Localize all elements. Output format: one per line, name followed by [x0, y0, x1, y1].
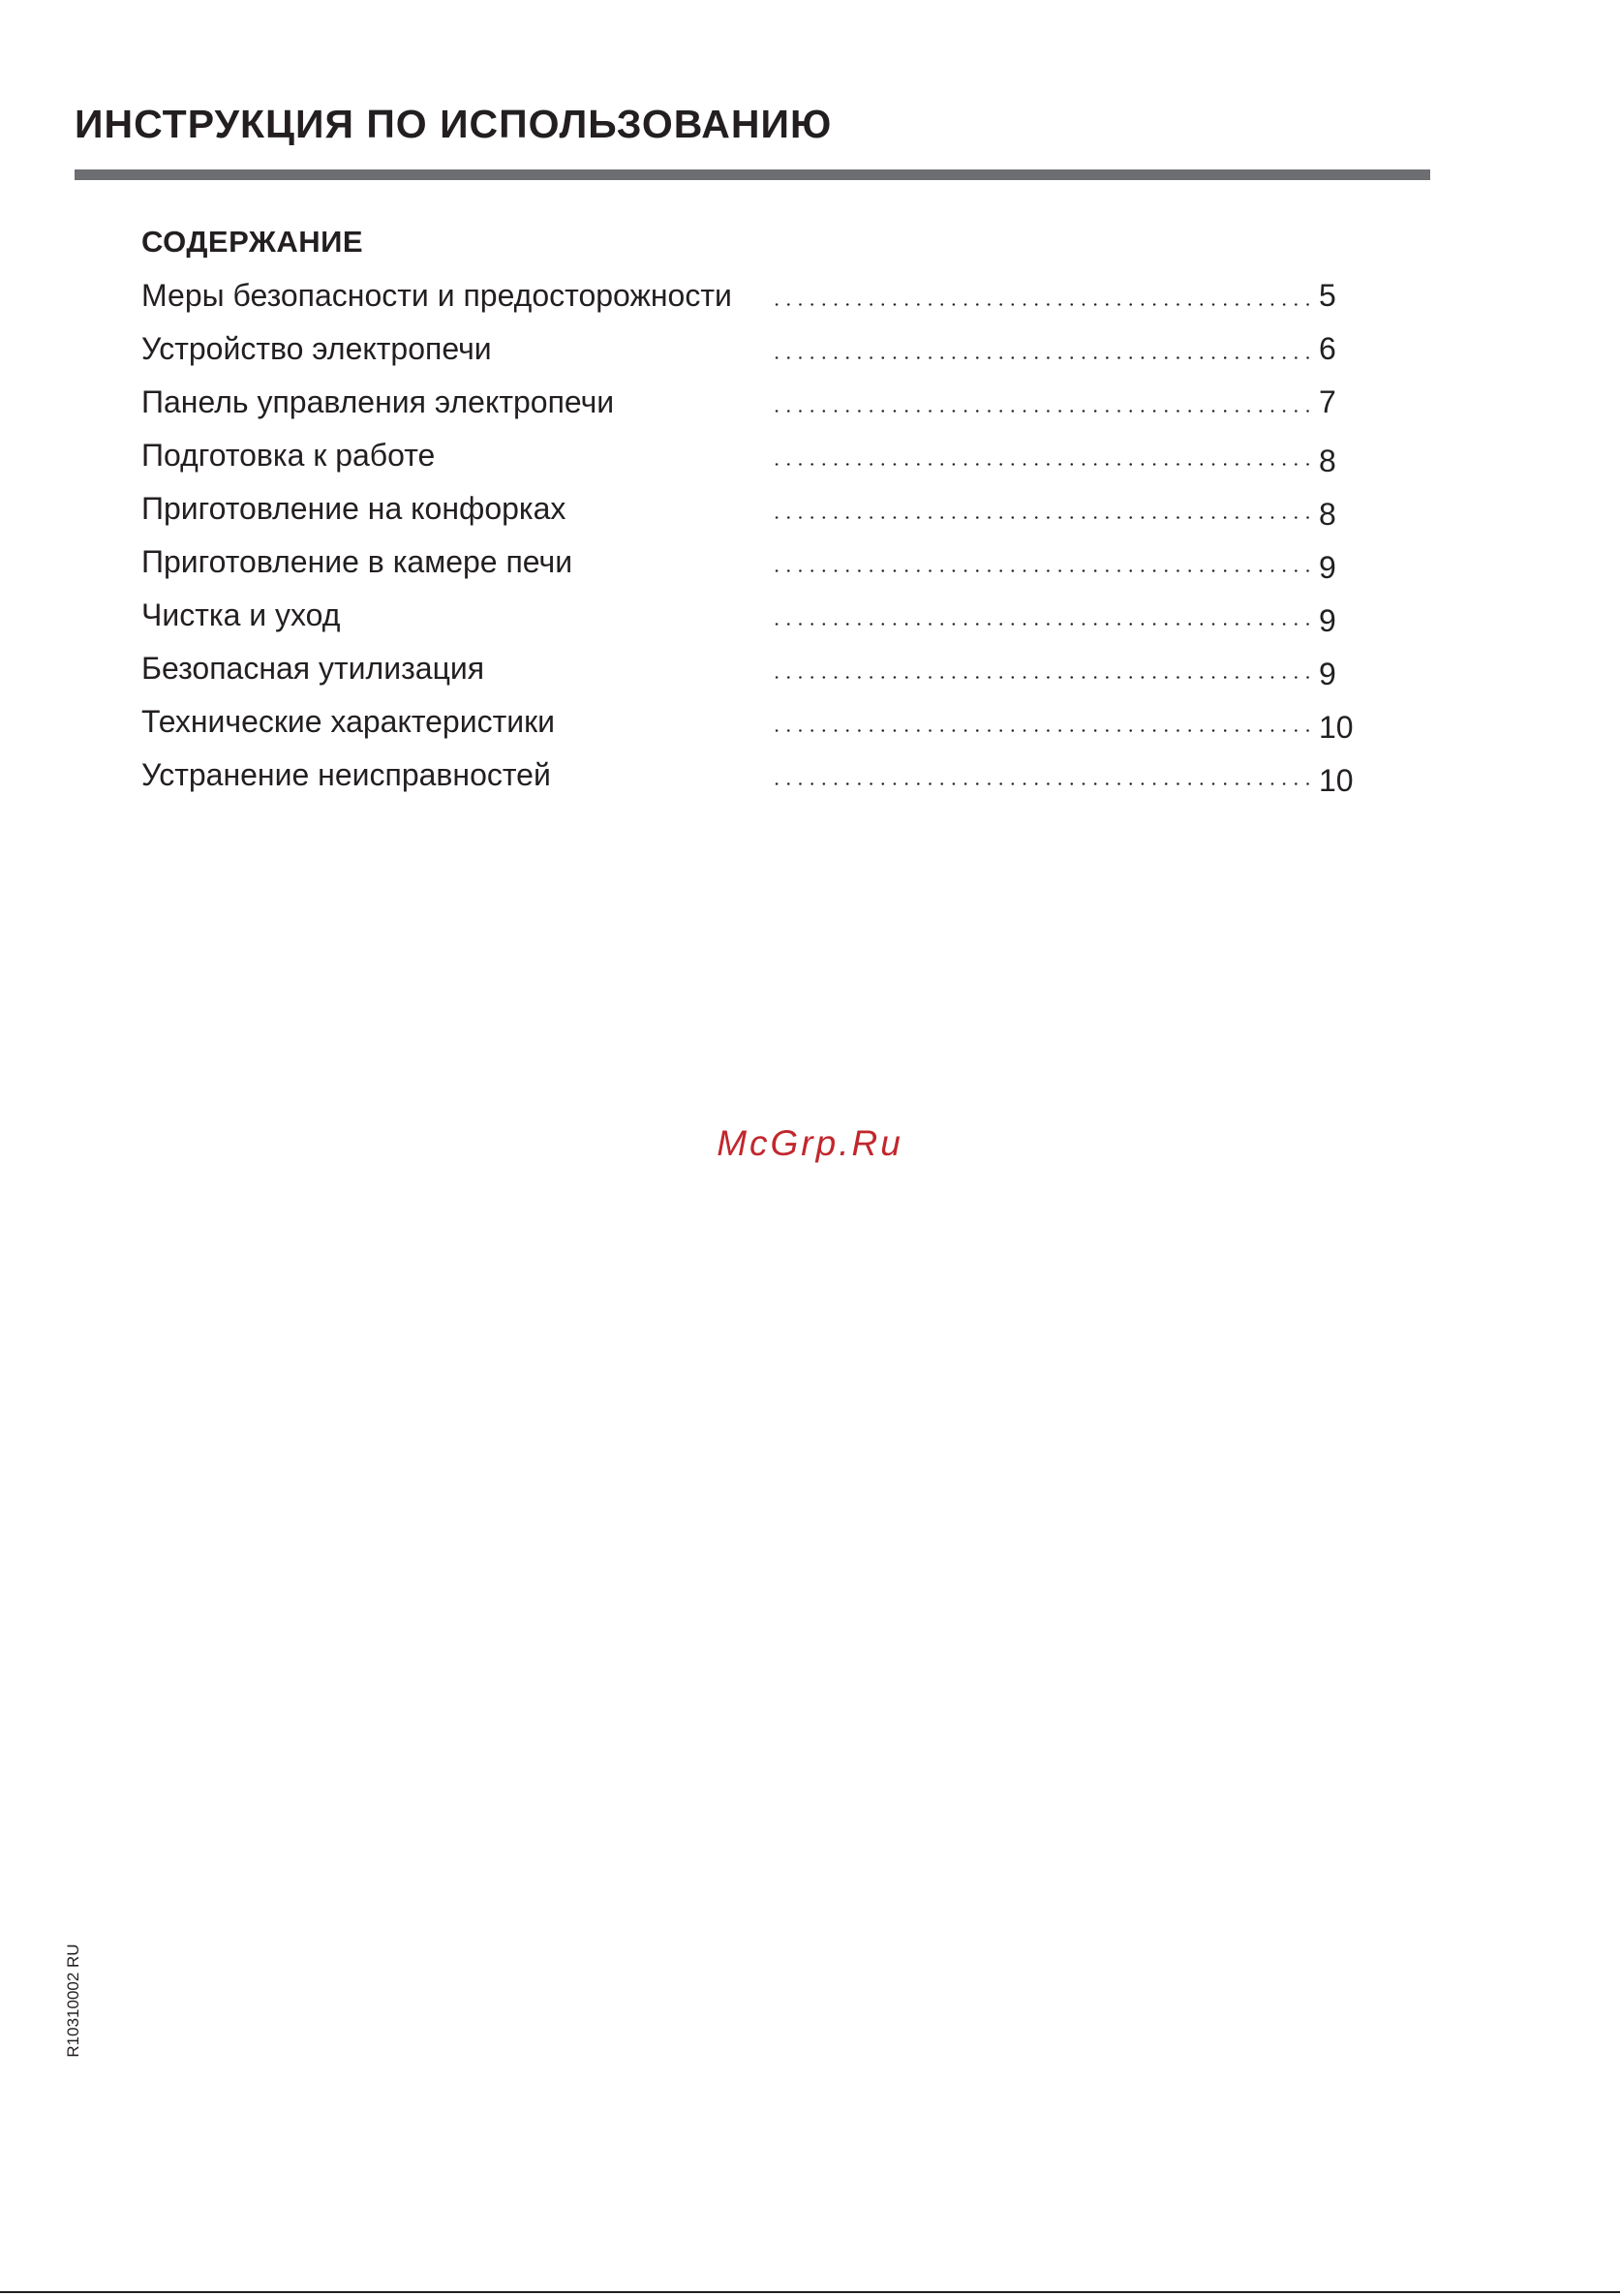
toc-entry-label: Приготовление на конфорках: [141, 491, 566, 526]
toc-entry-page: 8: [1319, 497, 1336, 532]
watermark: McGrp.Ru: [717, 1123, 903, 1163]
toc-entry-page: 8: [1319, 444, 1336, 478]
toc-dot-leader: [771, 463, 1310, 466]
toc-dot-leader: [771, 410, 1310, 413]
document-code: R10310002 RU: [64, 1944, 82, 2058]
toc-entry-page: 9: [1319, 550, 1336, 585]
toc-entry-label: Подготовка к работе: [141, 438, 436, 473]
toc-entry-label: Безопасная утилизация: [141, 651, 485, 686]
toc-entry[interactable]: [141, 329, 1352, 383]
toc-dot-leader: [771, 569, 1310, 572]
toc-entry[interactable]: [141, 436, 1352, 489]
toc-entry-label: Приготовление в камере печи: [141, 544, 573, 579]
toc-entry-label: Устранение неисправностей: [141, 757, 551, 792]
toc-entry[interactable]: [141, 755, 1352, 809]
toc-entry[interactable]: [141, 276, 1352, 329]
toc-entry[interactable]: [141, 702, 1352, 755]
page-title: ИНСТРУКЦИЯ ПО ИСПОЛЬЗОВАНИЮ: [75, 102, 833, 146]
page-bottom-rule: [0, 2291, 1620, 2293]
toc-entry-page: 9: [1319, 603, 1336, 638]
toc-entry[interactable]: [141, 383, 1352, 436]
toc-heading: СОДЕРЖАНИЕ: [141, 225, 364, 259]
table-of-contents: [141, 276, 1352, 809]
toc-entry-label: Чистка и уход: [141, 597, 341, 632]
toc-dot-leader: [771, 303, 1310, 306]
toc-dot-leader: [771, 676, 1310, 679]
toc-entry-label: Панель управления электропечи: [141, 384, 615, 419]
title-rule: [75, 169, 1430, 180]
toc-entry-label: Технические характеристики: [141, 704, 555, 739]
toc-entry[interactable]: [141, 542, 1352, 596]
toc-entry-page: 10: [1319, 710, 1354, 745]
toc-entry-page: 9: [1319, 657, 1336, 691]
toc-entry[interactable]: [141, 649, 1352, 702]
toc-dot-leader: [771, 623, 1310, 626]
toc-dot-leader: [771, 782, 1310, 785]
toc-entry-page: 10: [1319, 763, 1354, 798]
toc-dot-leader: [771, 516, 1310, 519]
toc-entry[interactable]: [141, 596, 1352, 649]
toc-entry-page: 5: [1319, 278, 1336, 313]
toc-dot-leader: [771, 729, 1310, 732]
toc-entry-label: Меры безопасности и предосторожности: [141, 278, 732, 313]
toc-entry[interactable]: [141, 489, 1352, 542]
toc-entry-page: 7: [1319, 384, 1336, 419]
toc-entry-label: Устройство электропечи: [141, 331, 492, 366]
toc-entry-page: 6: [1319, 331, 1336, 366]
toc-dot-leader: [771, 356, 1310, 359]
